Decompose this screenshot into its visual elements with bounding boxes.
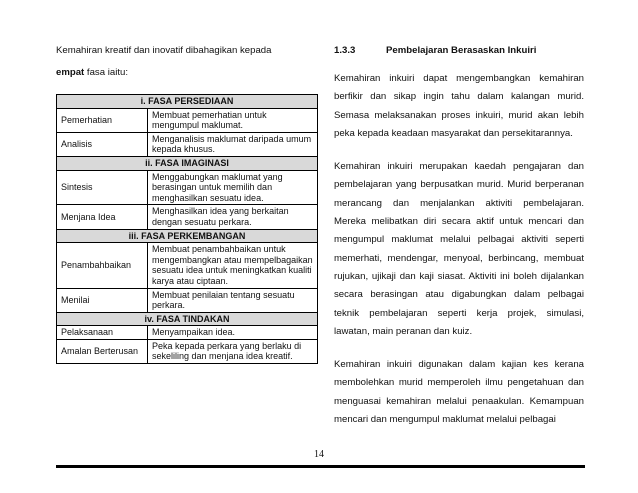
intro-line-1: Kemahiran kreatif dan inovatif dibahagikan kepada	[56, 45, 272, 56]
skill-description: Menghasilkan idea yang berkaitan dengan sesuatu perkara.	[148, 205, 318, 229]
skill-term: Pemerhatian	[57, 108, 148, 132]
skill-description: Menggabungkan maklumat yang berasingan untuk memilih dan menghasilkan sesuatu idea.	[148, 170, 318, 205]
table-row	[57, 205, 318, 229]
section-heading	[334, 40, 584, 62]
paragraph-2: Kemahiran inkuiri merupakan kaedah pengajaran dan pembelajaran yang berpusatkan murid. Murid berperanan merancang dan menjalankan aktiviti pembelajaran. Mereka melibatkan diri secara aktif untuk mencari dan mengumpul maklumat melalui pelbagai aktiviti seperti memerhati, mendengar, menyoal, berbincang, membuat rujukan, ujikaji dan kaji siasat. Aktiviti ini boleh dijalankan secara berasingan atau digabungkan dalam pelbagai teknik pembelajaran seperti kerja projek, simulasi, lawatan, main peranan dan kuiz.	[334, 161, 584, 337]
phase-header-row	[57, 229, 318, 243]
skill-description: Menganalisis maklumat daripada umum kepada khusus.	[148, 132, 318, 156]
phase-header: iv. FASA TINDAKAN	[57, 312, 318, 326]
right-column	[334, 40, 584, 429]
skill-term: Penambahbaikan	[57, 243, 148, 288]
intro-line-2: fasa iaitu:	[84, 67, 128, 78]
phases-table	[56, 94, 318, 364]
skill-description: Membuat pemerhatian untuk mengumpul maklumat.	[148, 108, 318, 132]
skill-description: Menyampaikan idea.	[148, 326, 318, 340]
intro-text	[56, 40, 318, 84]
left-column	[56, 40, 318, 364]
skill-term: Menjana Idea	[57, 205, 148, 229]
table-row	[57, 243, 318, 288]
table-row	[57, 170, 318, 205]
table-row	[57, 288, 318, 312]
table-row	[57, 326, 318, 340]
page-number: 14	[314, 449, 324, 460]
skill-description: Membuat penilaian tentang sesuatu perkara.	[148, 288, 318, 312]
section-number: 1.3.3	[334, 45, 356, 56]
skill-term: Amalan Berterusan	[57, 339, 148, 363]
section-title: Pembelajaran Berasaskan Inkuiri	[386, 45, 537, 56]
paragraph-3: Kemahiran inkuiri digunakan dalam kajian kes kerana membolehkan murid memperoleh ilmu pengetahuan dan menguasai kemahiran melalui penaakulan. Kemampuan mencari dan mengumpul maklumat melalui pelbagai	[334, 359, 584, 426]
table-row	[57, 108, 318, 132]
table-row	[57, 339, 318, 363]
phase-header: iii. FASA PERKEMBANGAN	[57, 229, 318, 243]
phase-header: ii. FASA IMAGINASI	[57, 156, 318, 170]
skill-term: Sintesis	[57, 170, 148, 205]
phase-header-row	[57, 312, 318, 326]
intro-bold-word: empat	[56, 67, 85, 78]
footer-rule	[56, 465, 585, 468]
skill-description: Membuat penambahbaikan untuk mengembangkan atau mempelbagaikan sesuatu idea untuk meningkatkan kualiti karya atau ciptaan.	[148, 243, 318, 288]
phase-header: i. FASA PERSEDIAAN	[57, 95, 318, 109]
skill-description: Peka kepada perkara yang berlaku di sekeliling dan menjana idea kreatif.	[148, 339, 318, 363]
table-row	[57, 132, 318, 156]
paragraph-1: Kemahiran inkuiri dapat mengembangkan kemahiran berfikir dan sikap ingin tahu dalam kalangan murid. Semasa melaksanakan proses inkuiri, murid akan lebih peka kepada keadaan masyarakat dan persekitarannya.	[334, 73, 584, 139]
skill-term: Pelaksanaan	[57, 326, 148, 340]
skill-term: Analisis	[57, 132, 148, 156]
skill-term: Menilai	[57, 288, 148, 312]
phase-header-row	[57, 95, 318, 109]
phase-header-row	[57, 156, 318, 170]
